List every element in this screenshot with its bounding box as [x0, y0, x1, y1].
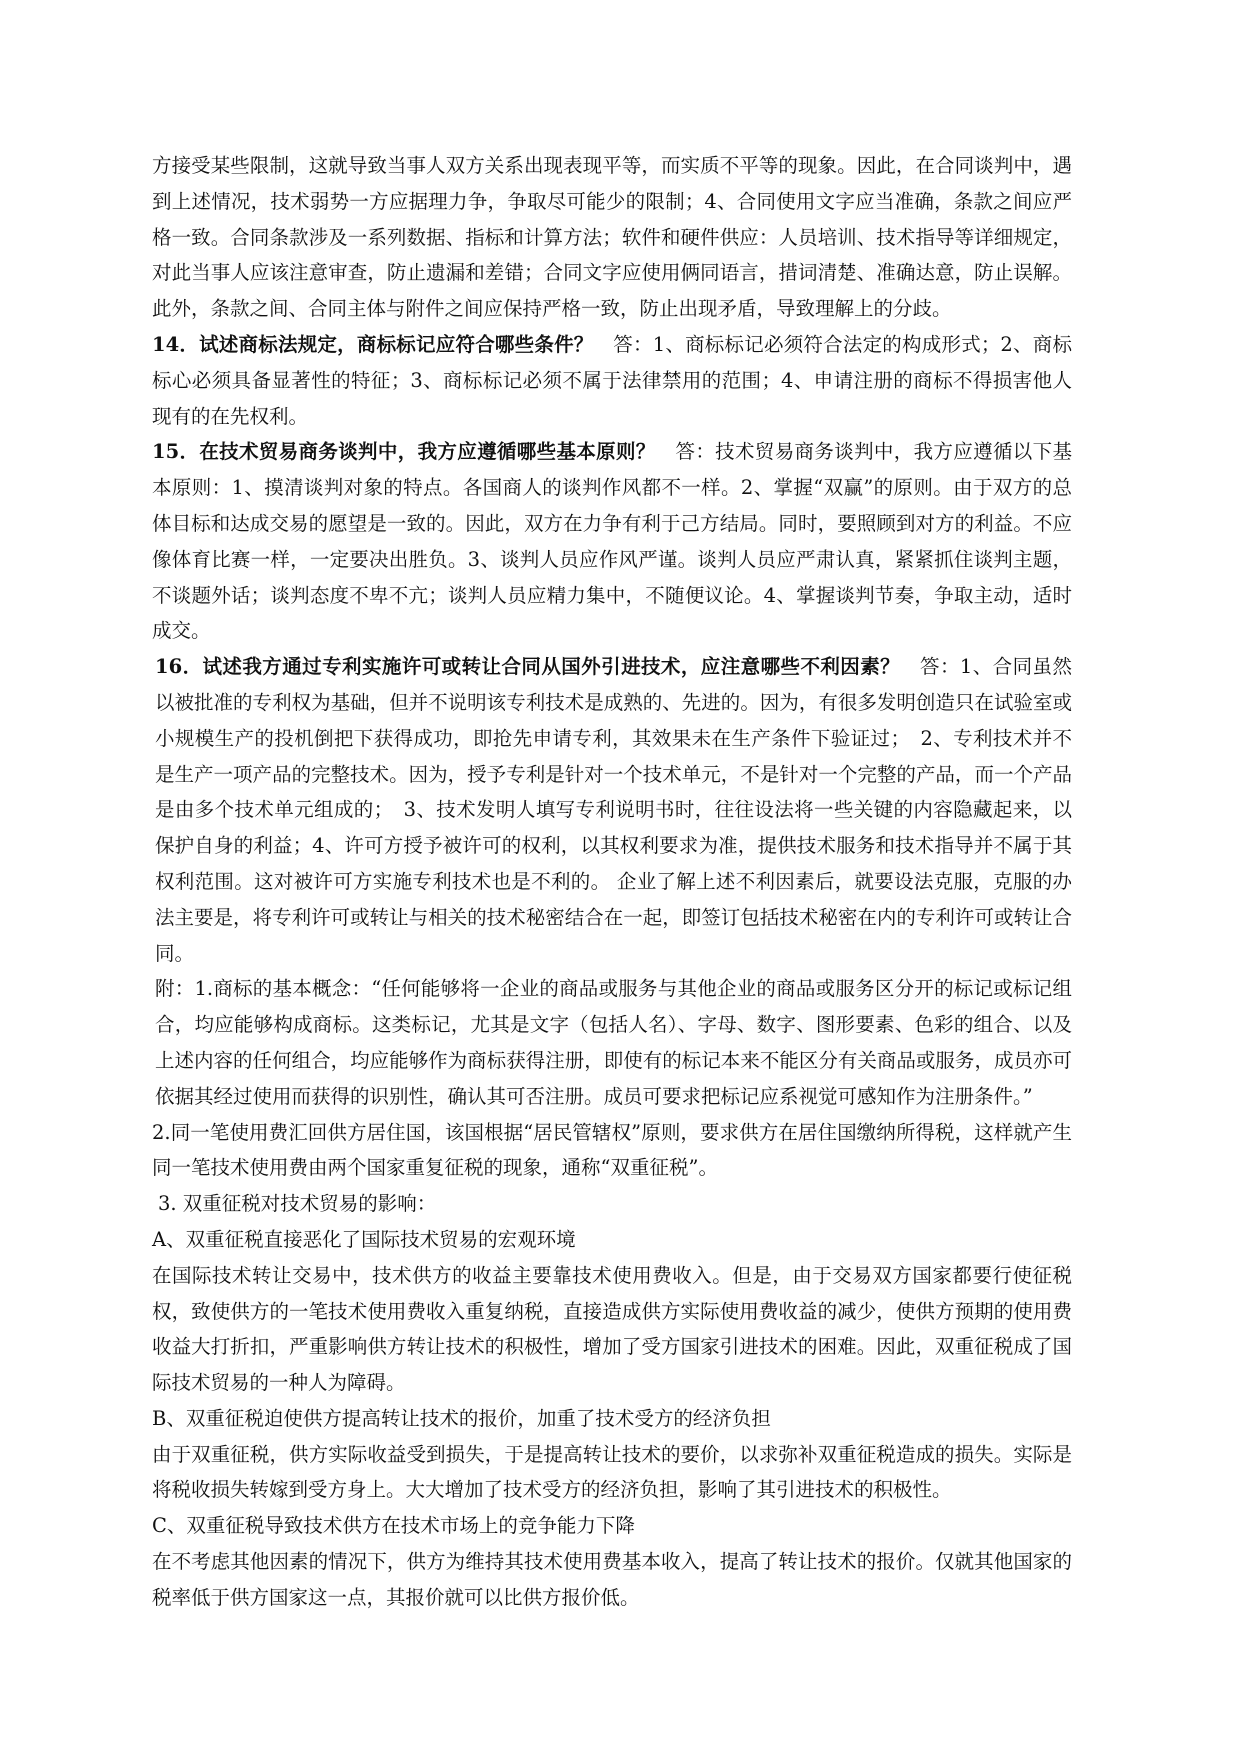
- section-c-title: C、双重征税导致技术供方在技术市场上的竞争能力下降: [152, 1514, 635, 1538]
- question-15-title: 15．在技术贸易商务谈判中，我方应遵循哪些基本原则？: [152, 440, 656, 464]
- section-b-title: B、双重征税迫使供方提高转让技术的报价，加重了技术受方的经济负担: [152, 1406, 771, 1430]
- answer-16: 答：1、合同虽然以被批准的专利权为基础，但并不说明该专利技术是成熟的、先进的。因为，有很多发明创造只在试验室或小规模生产的投机倒把下获得成功，即抢先申请专利，其效果未在生产条件下验证过； 2、专利技术并不是生产一项产品的完整技术。因为，授予专利是针对一个技术单元，不是针对一个完整的产品，而一个产品是由多个技术单元组成的； 3、技术发明人填写专利说明书时，往往设法将一些关键的内容隐藏起来，以保护自身的利益；4、许可方授予被许可的权利，以其权利要求为准，提供技术服务和技术指导并不属于其权利范围。这对被许可方实施专利技术也是不利的。 企业了解上述不利因素后，就要设法克服，克服的办法主要是，将专利许可或转让与相关的技术秘密结合在一起，即签订包括技术秘密在内的专利许可或转让合同。: [155, 655, 1072, 965]
- section-a-body: 在国际技术转让交易中，技术供方的收益主要靠技术使用费收入。但是，由于交易双方国家都要行使征税权，致使供方的一笔技术使用费收入重复纳税，直接造成供方实际使用费收益的减少，使供方预期的使用费收益大打折扣，严重影响供方转让技术的积极性，增加了受方国家引进技术的困难。因此，双重征税成了国际技术贸易的一种人为障碍。: [152, 1263, 1072, 1395]
- answer-15: 答：技术贸易商务谈判中，我方应遵循以下基本原则：1、摸清谈判对象的特点。各国商人的谈判作风都不一样。2、掌握“双赢”的原则。由于双方的总体目标和达成交易的愿望是一致的。因此，双方在力争有利于己方结局。同时，要照顾到对方的利益。不应像体育比赛一样，一定要决出胜负。3、谈判人员应作风严谨。谈判人员应严肃认真，紧紧抓住谈判主题，不谈题外话；谈判态度不卑不亢；谈判人员应精力集中，不随便议论。4、掌握谈判节奏，争取主动，适时成交。: [152, 440, 1072, 643]
- attachment-2: 2.同一笔使用费汇回供方居住国，该国根据“居民管辖权”原则，要求供方在居住国缴纳所得税，这样就产生同一笔技术使用费由两个国家重复征税的现象，通称“双重征税”。: [152, 1120, 1072, 1180]
- question-14: [152, 327, 1072, 434]
- section-c-body: 在不考虑其他因素的情况下，供方为维持其技术使用费基本收入，提高了转让技术的报价。仅就其他国家的税率低于供方国家这一点，其报价就可以比供方报价低。: [152, 1550, 1072, 1609]
- question-15: [152, 434, 1072, 649]
- section-b-body: 由于双重征税，供方实际收益受到损失，于是提高转让技术的要价，以求弥补双重征税造成的损失。实际是将税收损失转嫁到受方身上。大大增加了技术受方的经济负担，影响了其引进技术的积极性。: [152, 1442, 1072, 1502]
- question-14-title: 14．试述商标法规定，商标标记应符合哪些条件？: [152, 332, 594, 356]
- attachment-3: 3. 双重征税对技术贸易的影响：: [158, 1192, 437, 1216]
- question-16-title: 16．试述我方通过专利实施许可或转让合同从国外引进技术，应注意哪些不利因素？: [155, 655, 901, 679]
- document-page: [152, 148, 1072, 1616]
- question-16: [152, 649, 1072, 971]
- section-a-title: A、双重征税直接恶化了国际技术贸易的宏观环境: [152, 1227, 576, 1251]
- paragraph-continuation: 方接受某些限制，这就导致当事人双方关系出现表现平等，而实质不平等的现象。因此，在合同谈判中，遇到上述情况，技术弱势一方应据理力争，争取尽可能少的限制；4、合同使用文字应当准确，条款之间应严格一致。合同条款涉及一系列数据、指标和计算方法；软件和硬件供应：人员培训、技术指导等详细规定，对此当事人应该注意审查，防止遗漏和差错；合同文字应使用俩同语言，措词清楚、准确达意，防止误解。此外，条款之间、合同主体与附件之间应保持严格一致，防止出现矛盾，导致理解上的分歧。: [152, 154, 1072, 321]
- attachment-1: 附：1.商标的基本概念：“任何能够将一企业的商品或服务与其他企业的商品或服务区分开的标记或标记组合，均应能够构成商标。这类标记，尤其是文字（包括人名）、字母、数字、图形要素、色彩的组合、以及上述内容的任何组合，均应能够作为商标获得注册，即使有的标记本来不能区分有关商品或服务，成员亦可依据其经过使用而获得的识别性，确认其可否注册。成员可要求把标记应系视觉可感知作为注册条件。”: [155, 977, 1072, 1108]
- answer-14: 答：1、商标标记必须符合法定的构成形式；2、商标标心必须具备显著性的特征；3、商标标记必须不属于法律禁用的范围；4、申请注册的商标不得损害他人现有的在先权利。: [152, 332, 1072, 428]
